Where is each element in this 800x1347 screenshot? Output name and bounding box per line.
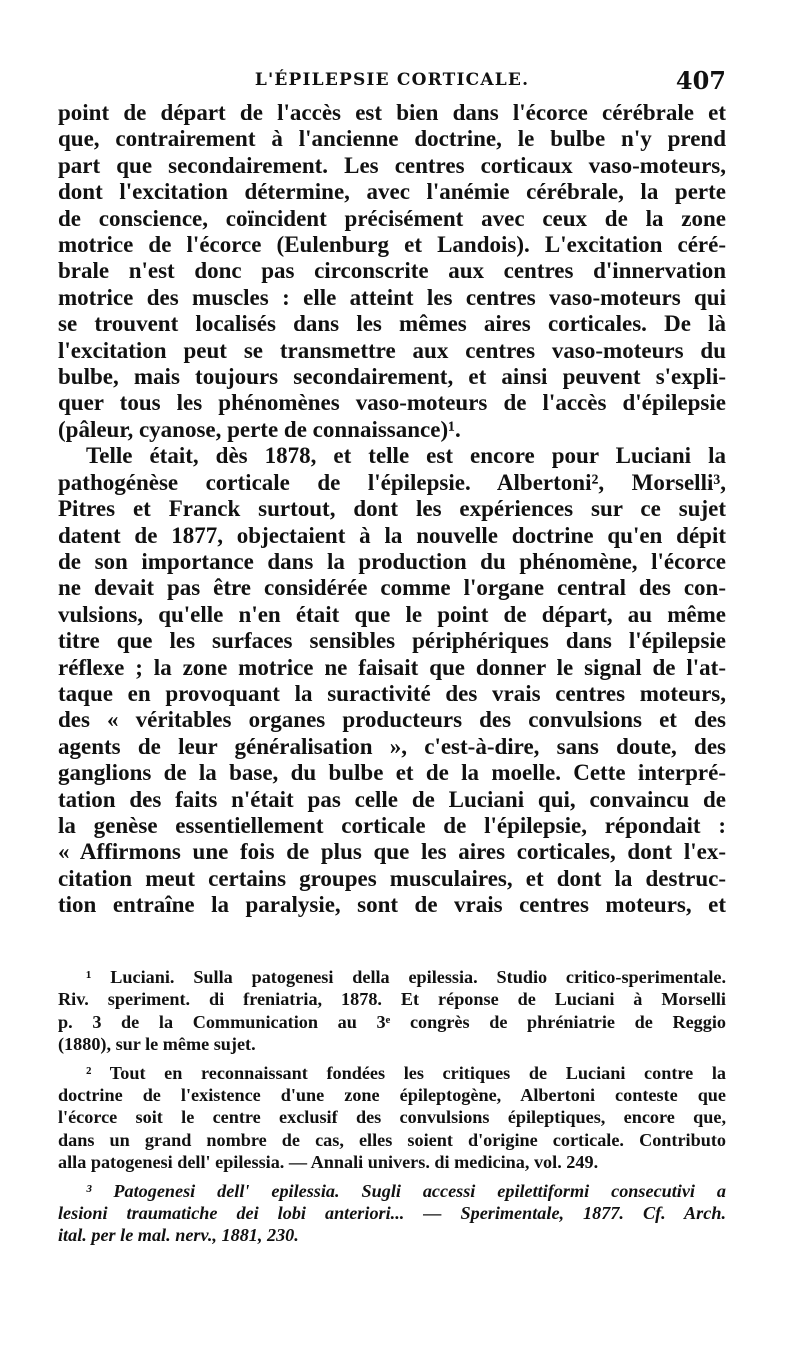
footnote-line: Riv. speriment. di freniatria, 1878. Et réponse de Luciani à Morselli [58, 989, 726, 1010]
text-line: ne devait pas être considérée comme l'organe central des con- [58, 575, 726, 601]
footnote-3 [58, 1180, 726, 1247]
footnote-1 [58, 966, 726, 1056]
text-line: agents de leur généralisation », c'est-à-dire, sans doute, des [58, 733, 726, 759]
running-title: L'ÉPILEPSIE CORTICALE. [254, 70, 530, 90]
text-line: taque en provoquant la suractivité des vrais centres moteurs, [58, 680, 726, 706]
footnote-marker: ¹ [86, 967, 92, 987]
text-line: citation meut certains groupes musculaires, et dont la destruc- [58, 865, 726, 891]
text-line: motrice des muscles : elle atteint les centres vaso-moteurs qui [58, 284, 726, 310]
text-line: quer tous les phénomènes vaso-moteurs de l'accès d'épilepsie [58, 390, 726, 416]
body-text [58, 100, 726, 919]
text-line: réflexe ; la zone motrice ne faisait que donner le signal de l'at- [58, 654, 726, 680]
text-line: titre que les surfaces sensibles périphériques dans l'épilepsie [58, 628, 726, 654]
text-line: de conscience, coïncident précisément avec ceux de la zone [58, 205, 726, 231]
text-line: motrice de l'écorce (Eulenburg et Landois). L'excitation céré- [58, 232, 726, 258]
footnote-line: doctrine de l'existence d'une zone épileptogène, Albertoni conteste que [58, 1085, 726, 1106]
text-line: dont l'excitation détermine, avec l'anémie cérébrale, la perte [58, 179, 726, 205]
text-line: brale n'est donc pas circonscrite aux centres d'innervation [58, 258, 726, 284]
footnote-line: p. 3 de la Communication au 3ᵉ congrès de phréniatrie de Reggio [58, 1011, 726, 1032]
text-line: datent de 1877, objectaient à la nouvelle doctrine qu'en dépit [58, 522, 726, 548]
footnote-text: Luciani. Sulla patogenesi della epilessia. Studio critico-sperimentale. [110, 967, 727, 987]
text-line: part que secondairement. Les centres corticaux vaso-moteurs, [58, 152, 726, 178]
footnote-line: l'écorce soit le centre exclusif des convulsions épileptiques, encore que, [58, 1107, 726, 1128]
footnote-marker: ³ [86, 1180, 92, 1201]
text-line: tion entraîne la paralysie, sont de vrais centres moteurs, et [58, 892, 726, 918]
text-line: Telle était, dès 1878, et telle est encore pour Luciani la [86, 443, 726, 469]
text-line: la genèse essentiellement corticale de l'épilepsie, répondait : [58, 812, 726, 838]
footnote-line [58, 1180, 726, 1202]
text-line: point de départ de l'accès est bien dans l'écorce cérébrale et [58, 100, 726, 125]
running-head [58, 66, 726, 96]
text-line: (pâleur, cyanose, perte de connaissance)¹. [58, 416, 461, 442]
footnote-line: alla patogenesi dell' epilessia. — Annali univers. di medicina, vol. 249. [58, 1152, 599, 1173]
text-line: tation des faits n'était pas celle de Luciani qui, convaincu de [58, 786, 726, 812]
text-line: pathogénèse corticale de l'épilepsie. Albertoni², Morselli³, [58, 469, 726, 495]
footnote-line: ital. per le mal. nerv., 1881, 230. [58, 1225, 299, 1246]
text-line: vulsions, qu'elle n'en était que le point de départ, au même [58, 601, 726, 627]
text-line: bulbe, mais toujours secondairement, et ainsi peuvent s'expli- [58, 364, 726, 390]
text-line: l'excitation peut se transmettre aux centres vaso-moteurs du [58, 337, 726, 363]
footnote-line: lesioni traumatiche dei lobi anteriori... — Sperimentale, 1877. Cf. Arch. [58, 1203, 726, 1224]
text-line: « Affirmons une fois de plus que les aires corticales, dont l'ex- [58, 839, 726, 865]
footnote-line: (1880), sur le même sujet. [58, 1034, 256, 1055]
page-number: 407 [675, 66, 726, 95]
text-line: de son importance dans la production du phénomène, l'écorce [58, 548, 726, 574]
footnotes [58, 966, 726, 1253]
footnote-line: dans un grand nombre de cas, elles soient d'origine corticale. Contributo [58, 1129, 726, 1150]
text-line: ganglions de la base, du bulbe et de la moelle. Cette interpré- [58, 760, 726, 786]
footnote-marker: ² [86, 1062, 92, 1083]
text-line: que, contrairement à l'ancienne doctrine, le bulbe n'y prend [58, 126, 726, 152]
footnote-line [58, 1062, 726, 1084]
text-line: Pitres et Franck surtout, dont les expériences sur ce sujet [58, 496, 726, 522]
footnote-text: Patogenesi dell' epilessia. Sugli accessi epilettiformi consecutivi a [113, 1180, 726, 1201]
footnote-text: Tout en reconnaissant fondées les critiques de Luciani contre la [109, 1062, 726, 1083]
text-line: se trouvent localisés dans les mêmes aires corticales. De là [58, 311, 726, 337]
text-line: des « véritables organes producteurs des convulsions et des [58, 707, 726, 733]
footnote-line [58, 966, 726, 988]
footnote-2 [58, 1062, 726, 1174]
